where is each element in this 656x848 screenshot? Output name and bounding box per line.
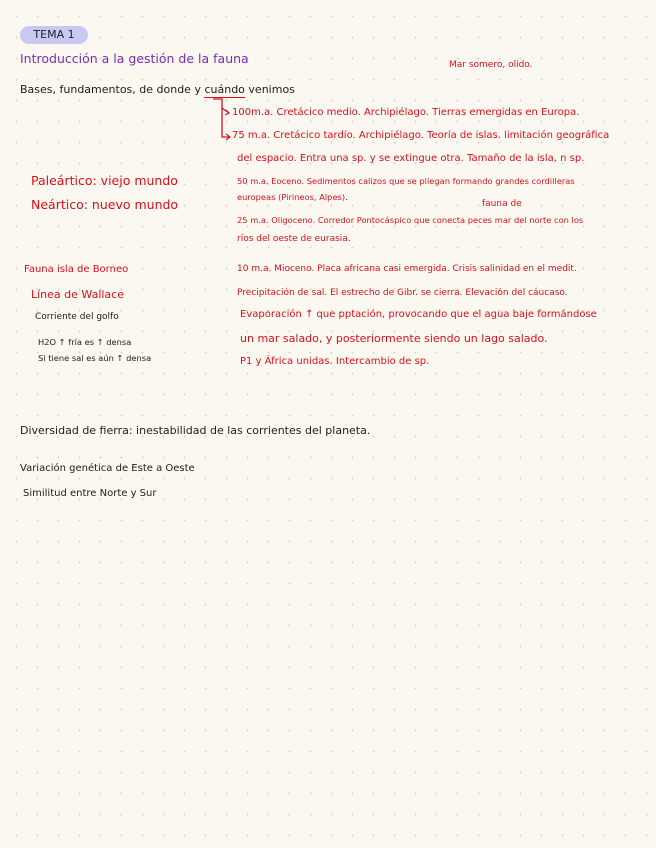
mio-line: Precipitación de sal. El estrecho de Gibr. se cierra. Elevación del cáucaso.	[237, 288, 568, 298]
era-line: del espacio. Entra una sp. y se extingue otra. Tamaño de la isla, n sp.	[237, 153, 585, 164]
era-line-insert: fauna de	[482, 199, 522, 209]
mio-line: un mar salado, y posteriormente siendo un lago salado.	[240, 332, 548, 345]
bottom-line: Variación genética de Este a Oeste	[20, 463, 195, 474]
side-note: Mar somero, olido.	[449, 60, 533, 70]
mio-line: P1 y África unidas. Intercambio de sp.	[240, 356, 430, 367]
era-line: 25 m.a. Oligoceno. Corredor Pontocáspico que conecta peces mar del norte con los	[237, 215, 584, 225]
era-line: 75 m.a. Cretácico tardío. Archipiélago. Teoría de islas. limitación geográfica	[232, 130, 610, 141]
region-label: Paleártico: viejo mundo	[31, 173, 178, 188]
intro-text-start: Bases, fundamentos, de donde y	[20, 83, 205, 96]
era-line: 50 m.a. Eoceno. Sedimentos calizos que se pliegan formando grandes cordilleras	[237, 176, 575, 186]
region-label: Neártico: nuevo mundo	[31, 197, 179, 212]
intro-text-end: venimos	[244, 83, 295, 96]
current-term: Corriente del golfo	[35, 312, 119, 322]
topic-tag-label: TEMA 1	[33, 28, 75, 41]
era-line: europeas (Pirineos, Alpes).	[237, 192, 348, 202]
intro-underlined-word: cuándo	[204, 83, 245, 96]
era-line: ríos del oeste de eurasia.	[237, 234, 351, 244]
water-note: H2O ↑ fría es ↑ densa	[38, 337, 132, 347]
page-title: Introducción a la gestión de la fauna	[20, 51, 249, 66]
bottom-line: Diversidad de fierra: inestabilidad de las corrientes del planeta.	[20, 424, 371, 437]
era-line: 100m.a. Cretácico medio. Archipiélago. Tierras emergidas en Europa.	[232, 107, 580, 118]
bottom-line: Similitud entre Norte y Sur	[23, 488, 157, 499]
mio-line: Evaporación ↑ que pptación, provocando que el agua baje formándose	[240, 309, 597, 320]
left-term: Fauna isla de Borneo	[24, 264, 129, 275]
left-term: Línea de Wallace	[31, 288, 124, 301]
mio-line: 10 m.a. Mioceno. Placa africana casi emergida. Crisis salinidad en el medit.	[237, 264, 577, 274]
water-note: Si tiene sal es aún ↑ densa	[38, 353, 152, 363]
